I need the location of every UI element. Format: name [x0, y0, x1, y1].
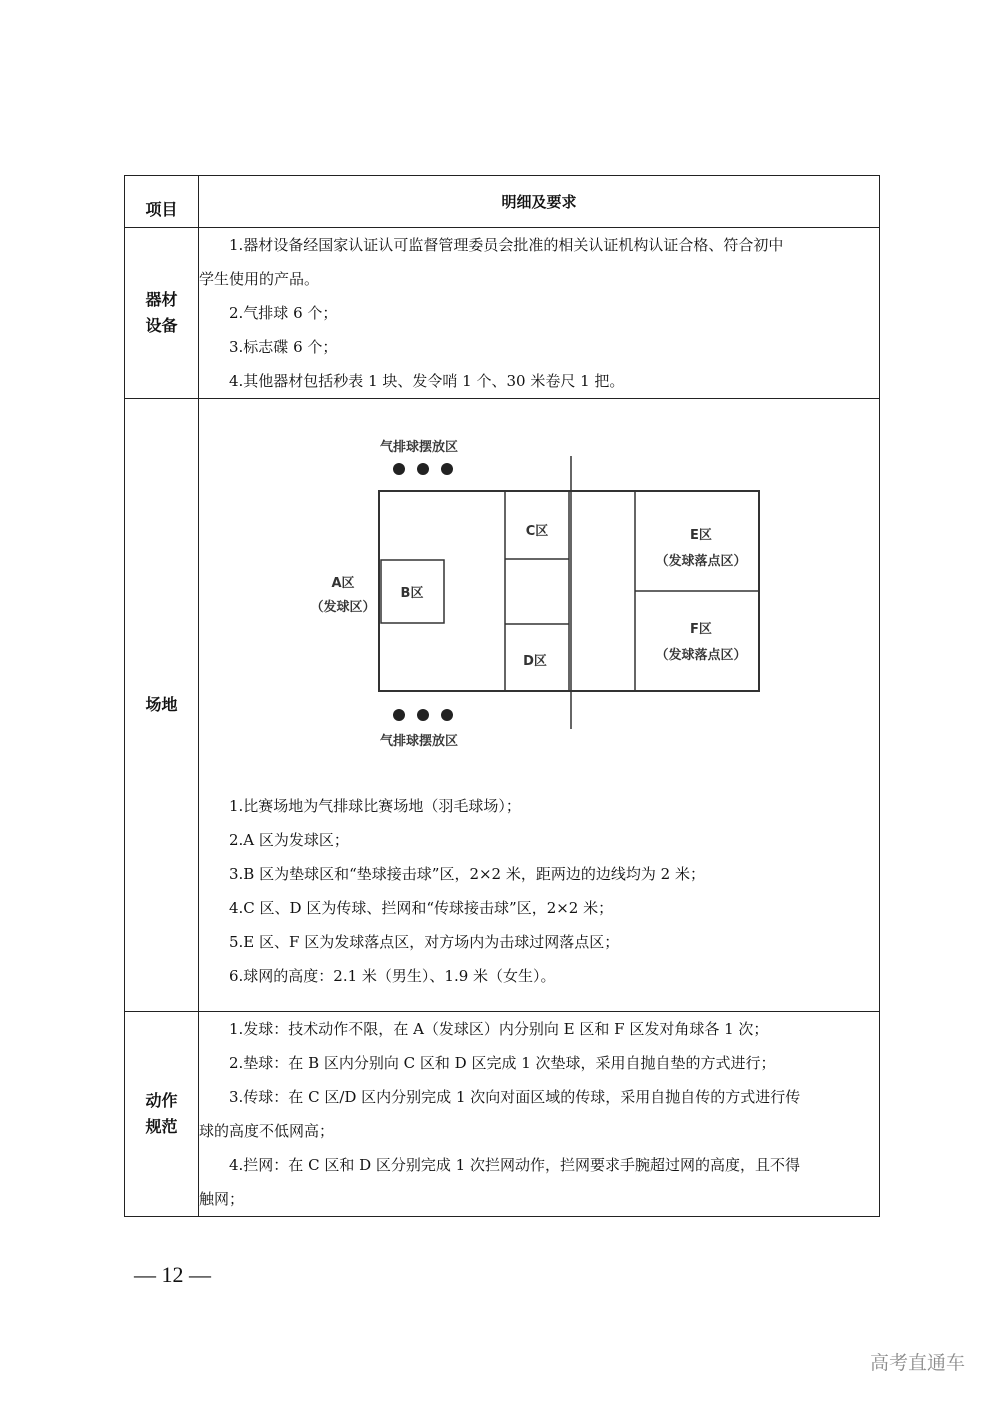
action-item: 触网；	[199, 1190, 245, 1208]
zone-a-label: A区	[331, 576, 355, 591]
venue-item: 5.E 区、F 区为发球落点区，对方场内为击球过网落点区；	[229, 933, 620, 951]
watermark: 高考直通车	[869, 1352, 965, 1374]
zone-e-label: E区	[690, 528, 712, 543]
action-item: 2.垫球：在 B 区内分别向 C 区和 D 区完成 1 次垫球，采用自抛自垫的方式进行；	[229, 1054, 776, 1072]
page-number: — 12 —	[134, 1262, 211, 1287]
equipment-item: 学生使用的产品。	[199, 270, 320, 288]
ball-icon	[417, 709, 429, 721]
venue-item: 3.B 区为垫球区和“垫球接击球”区，2×2 米，距两边的边线均为 2 米；	[229, 865, 705, 883]
venue-content	[199, 399, 880, 1012]
zone-d-label: D区	[523, 654, 547, 669]
equipment-item: 1.器材设备经国家认证认可监督管理委员会批准的相关认证机构认证合格、符合初中	[229, 236, 784, 254]
court-diagram	[310, 419, 779, 759]
top-ball-area-label: 气排球摆放区	[379, 440, 459, 455]
ball-icon	[393, 709, 405, 721]
equipment-label: 器材 设备	[125, 228, 199, 399]
header-item: 项目	[125, 176, 199, 228]
table-header-row	[125, 176, 880, 228]
ball-icon	[441, 463, 453, 475]
venue-item: 4.C 区、D 区为传球、拦网和“传球接击球”区，2×2 米；	[229, 899, 614, 917]
venue-item: 2.A 区为发球区；	[229, 831, 349, 849]
zone-b-label: B区	[400, 586, 424, 601]
equipment-row	[125, 228, 880, 399]
venue-item: 6.球网的高度：2.1 米（男生）、1.9 米（女生）。	[229, 967, 556, 985]
action-item: 3.传球：在 C 区/D 区内分别完成 1 次向对面区域的传球，采用自抛自传的方式进行传	[229, 1088, 801, 1106]
ball-icon	[417, 463, 429, 475]
zone-c-label: C区	[525, 524, 549, 539]
action-row	[125, 1012, 880, 1217]
ball-icon	[441, 709, 453, 721]
action-content	[199, 1012, 880, 1217]
action-label: 动作 规范	[125, 1012, 199, 1217]
zone-f-sublabel: （发球落点区）	[655, 648, 747, 663]
venue-label: 场地	[125, 399, 199, 1012]
action-item: 球的高度不低网高；	[199, 1122, 335, 1140]
header-detail: 明细及要求	[199, 176, 880, 228]
venue-item: 1.比赛场地为气排球比赛场地（羽毛球场）；	[229, 797, 521, 815]
requirements-table	[124, 175, 880, 1217]
bottom-ball-area-label: 气排球摆放区	[379, 734, 459, 749]
equipment-item: 2.气排球 6 个；	[229, 304, 338, 322]
zone-f-label: F区	[690, 622, 712, 637]
venue-row	[125, 399, 880, 1012]
equipment-content	[199, 228, 880, 399]
zone-e-sublabel: （发球落点区）	[655, 554, 747, 569]
action-item: 4.拦网：在 C 区和 D 区分别完成 1 次拦网动作，拦网要求手腕超过网的高度，且不得	[229, 1156, 800, 1174]
equipment-item: 4.其他器材包括秒表 1 块、发令哨 1 个、30 米卷尺 1 把。	[229, 372, 625, 390]
action-item: 1.发球：技术动作不限，在 A（发球区）内分别向 E 区和 F 区发对角球各 1 次；	[229, 1020, 769, 1038]
equipment-item: 3.标志碟 6 个；	[229, 338, 338, 356]
zone-a-sublabel: （发球区）	[310, 600, 376, 615]
ball-icon	[393, 463, 405, 475]
